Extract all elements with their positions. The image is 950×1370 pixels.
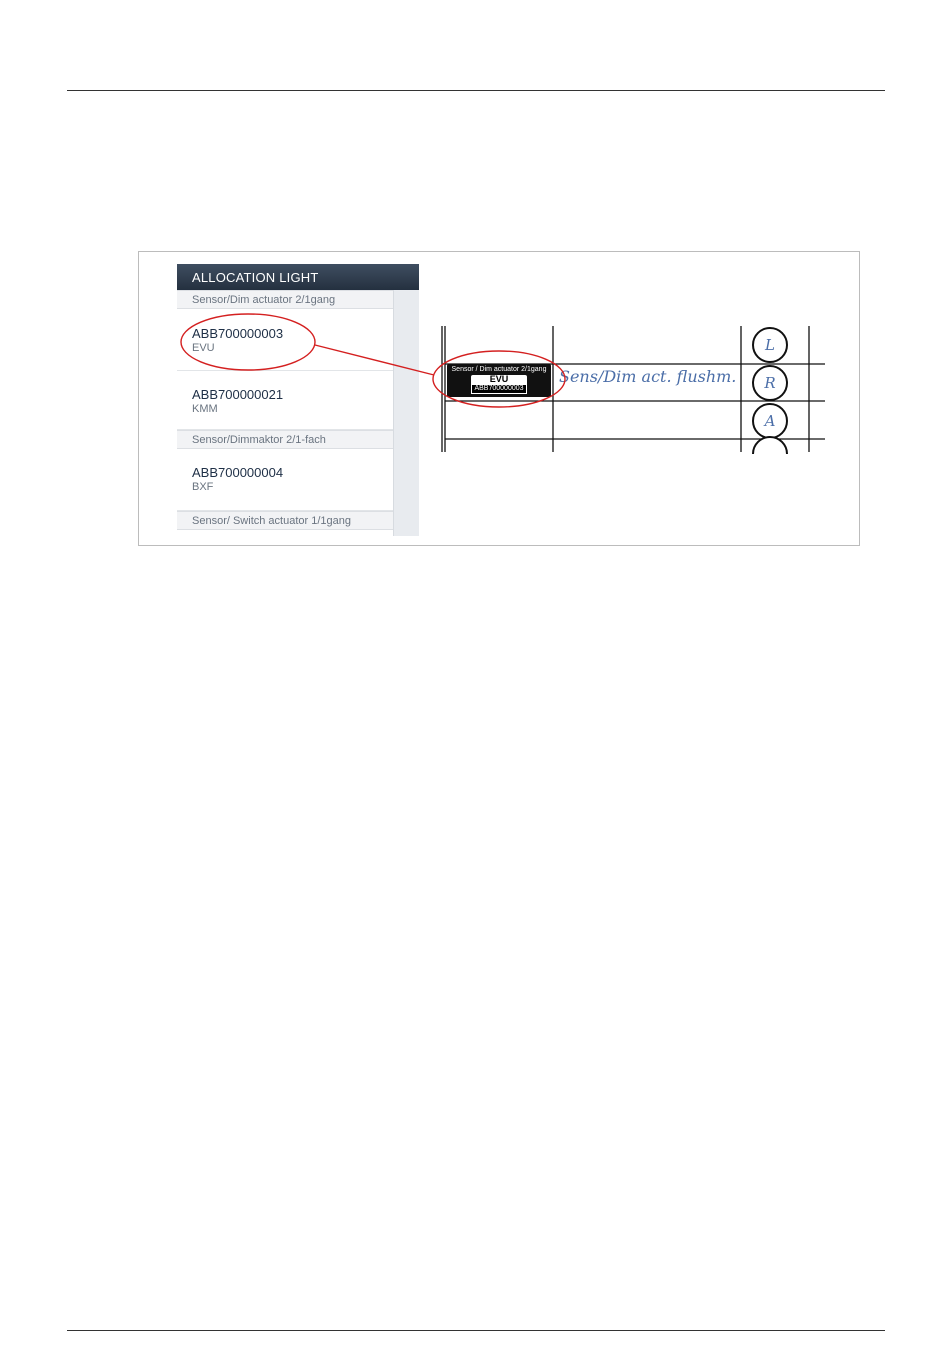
label-device-id: ABB700000003 xyxy=(471,384,527,394)
device-code: BXF xyxy=(192,481,214,493)
footer-rule xyxy=(67,1330,885,1331)
list-item[interactable] xyxy=(177,309,393,371)
group-header: Sensor/Dim actuator 2/1gang xyxy=(177,290,393,309)
group-header: Sensor/ Switch actuator 1/1gang xyxy=(177,511,393,530)
device-id: ABB700000021 xyxy=(192,387,284,402)
circle-label-l: L xyxy=(765,336,775,354)
header-rule xyxy=(67,90,885,91)
circle-label-a: A xyxy=(764,412,776,430)
allocation-panel xyxy=(177,264,419,536)
device-id: ABB700000004 xyxy=(192,465,284,480)
device-label-sticker xyxy=(447,364,551,397)
device-list xyxy=(177,290,394,536)
circle-label-r: R xyxy=(764,374,776,392)
list-item[interactable] xyxy=(177,371,393,430)
list-item[interactable] xyxy=(177,449,393,511)
figure-frame xyxy=(138,251,860,546)
panel-title: ALLOCATION LIGHT xyxy=(177,264,419,290)
label-device-type: Sensor / Dim actuator 2/1gang xyxy=(451,366,547,373)
device-code: KMM xyxy=(192,403,218,415)
group-header: Sensor/Dimmaktor 2/1-fach xyxy=(177,430,393,449)
device-code: EVU xyxy=(192,342,215,354)
device-id: ABB700000003 xyxy=(192,326,284,341)
handwritten-note: Sens/Dim act. flushm. xyxy=(559,367,737,386)
label-device-code: EVU xyxy=(471,375,527,384)
wiring-plan xyxy=(439,324,829,454)
